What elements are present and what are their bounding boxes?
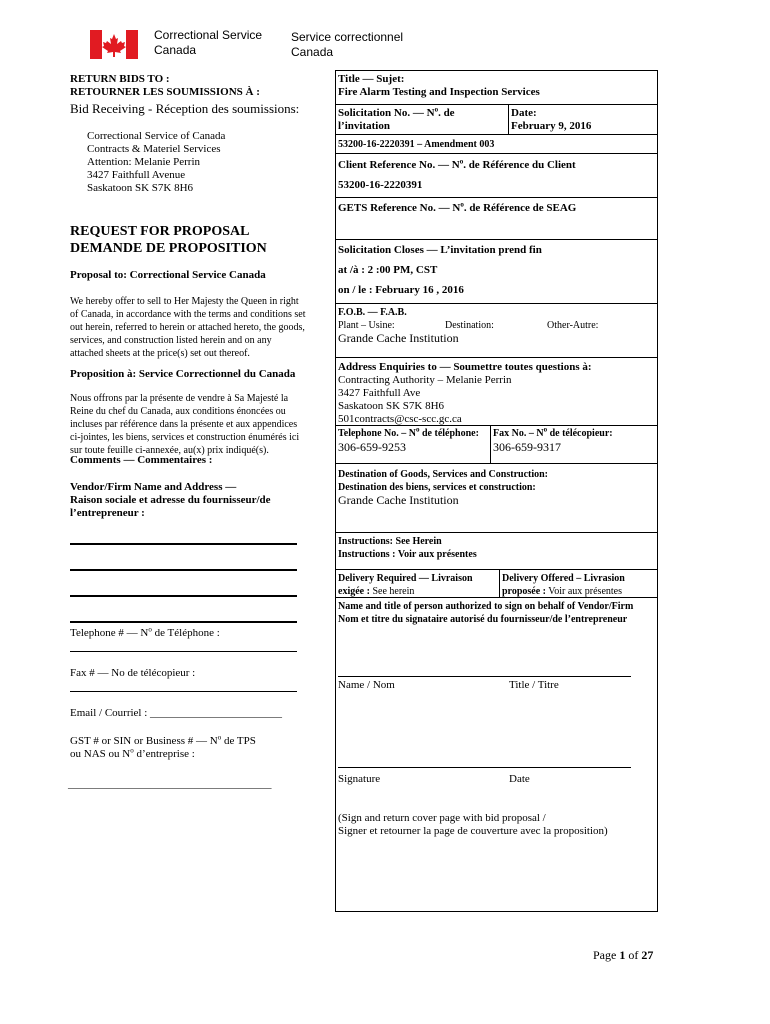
vendor-name-label bbox=[70, 481, 271, 520]
title-label: Title / Titre bbox=[509, 679, 559, 691]
offer-en-line: We hereby offer to sell to Her Majesty the Queen in right bbox=[70, 296, 299, 307]
offer-text-en bbox=[70, 295, 305, 360]
address-line: Attention: Melanie Perrin bbox=[87, 156, 201, 168]
authorized-signer-label bbox=[338, 600, 633, 626]
solicitation-label-line2: l’invitation bbox=[338, 120, 390, 132]
offer-fr-line: ci-jointes, les biens, services et construction énumérés ici bbox=[70, 432, 300, 443]
page-current: 1 bbox=[619, 948, 626, 962]
signature-date-label: Date bbox=[509, 773, 530, 785]
dept-en-line2: Canada bbox=[154, 43, 197, 57]
closes-time: at /à : 2 :00 PM, CST bbox=[338, 264, 438, 276]
gst-field[interactable]: _____________________________________ bbox=[68, 778, 272, 790]
instructions-line1: Instructions: See Herein bbox=[338, 536, 442, 547]
telephone-field[interactable] bbox=[70, 651, 297, 652]
superscript-o: o bbox=[459, 157, 464, 166]
delivery-offered-label2: proposée : bbox=[502, 586, 546, 597]
phone-label-end: de téléphone: bbox=[419, 428, 479, 439]
fax-no-label-text: Fax No. – N bbox=[493, 428, 544, 439]
delivery-required bbox=[338, 572, 473, 598]
gst-label-line2-end: d’entreprise : bbox=[133, 748, 195, 760]
divider bbox=[335, 425, 658, 426]
solicitation-label-line1: Solicitation No. — N bbox=[338, 107, 435, 119]
superscript-o: o bbox=[460, 200, 464, 209]
offer-en-line: of Canada, in accordance with the terms and conditions set bbox=[70, 309, 306, 320]
fax-no-value: 306-659-9317 bbox=[493, 440, 561, 454]
enquiries-label: Address Enquiries to — Soumettre toutes questions à: bbox=[338, 361, 592, 373]
enquiries-email[interactable]: 501contracts@csc-scc.gc.ca bbox=[338, 413, 462, 425]
offer-fr-line: incluses par référence dans la présente et aux appendices bbox=[70, 419, 298, 430]
fob-destination: Destination: bbox=[445, 320, 494, 331]
delivery-offered bbox=[502, 572, 625, 598]
divider bbox=[335, 357, 658, 358]
address-line: 3427 Faithfull Avenue bbox=[87, 169, 186, 181]
enquiries-line: Saskatoon SK S7K 8H6 bbox=[338, 400, 445, 412]
signature-label: Signature bbox=[338, 773, 381, 785]
destination-label-line1: Destination of Goods, Services and Construction: bbox=[338, 469, 549, 480]
solicitation-number: 53200-16-2220391 – Amendment 003 bbox=[338, 139, 495, 150]
bid-receiving: Bid Receiving - Réception des soumissions: bbox=[70, 101, 300, 116]
title-label: Title — Sujet: bbox=[338, 73, 405, 85]
gst-label-line2: ou NAS ou N bbox=[70, 748, 131, 760]
name-label: Name / Nom bbox=[338, 679, 395, 691]
divider bbox=[335, 303, 658, 304]
telephone-label-end: de Téléphone : bbox=[151, 627, 220, 639]
date-value: February 9, 2016 bbox=[511, 120, 592, 132]
rfp-title-line2: DEMANDE DE PROPOSITION bbox=[70, 241, 267, 256]
vendor-line-2[interactable] bbox=[70, 569, 297, 571]
fob-other: Other-Autre: bbox=[547, 320, 599, 331]
proposition-fr: Proposition à: Service Correctionnel du Canada bbox=[70, 368, 296, 380]
divider bbox=[499, 569, 500, 597]
proposal-to: Proposal to: Correctional Service Canada bbox=[70, 269, 266, 281]
divider bbox=[335, 532, 658, 533]
return-address bbox=[87, 130, 225, 195]
offer-fr-line: sur toute feuille ci-annexée, au(x) prix indiqué(s). bbox=[70, 445, 269, 456]
client-ref-label-end: . de Référence du Client bbox=[463, 159, 576, 171]
address-line: Correctional Service of Canada bbox=[87, 130, 226, 142]
title-section bbox=[338, 73, 540, 99]
authorized-line2: Nom et titre du signataire autorisé du fournisseur/de l’entrepreneur bbox=[338, 614, 628, 625]
client-ref-label-text: Client Reference No. — N bbox=[338, 159, 460, 171]
vendor-line-4[interactable] bbox=[70, 621, 297, 623]
superscript-o: o bbox=[543, 425, 548, 434]
delivery-required-value: See herein bbox=[369, 586, 415, 597]
signature-field[interactable] bbox=[338, 767, 631, 768]
gst-label bbox=[70, 735, 256, 761]
telephone-label bbox=[70, 627, 220, 639]
return-bids-line1: RETURN BIDS TO : bbox=[70, 73, 170, 85]
vendor-line-1[interactable] bbox=[70, 543, 297, 545]
phone-label-text: Telephone No. – N bbox=[338, 428, 416, 439]
delivery-offered-value: Voir aux présentes bbox=[545, 586, 622, 597]
instructions-line2: Instructions : Voir aux présentes bbox=[338, 549, 477, 560]
canada-flag-logo bbox=[90, 30, 138, 59]
sign-return-line2: Signer et retourner la page de couverture avec la proposition) bbox=[338, 825, 608, 837]
superscript-o: o bbox=[434, 105, 439, 114]
dept-fr-line1: Service correctionnel bbox=[291, 30, 404, 44]
page-of: of bbox=[625, 948, 642, 962]
gets-ref-label-end: . de Référence de SEAG bbox=[463, 202, 577, 214]
offer-en-line: services, and construction listed herein and on any bbox=[70, 335, 272, 346]
vendor-line-3[interactable] bbox=[70, 595, 297, 597]
offer-fr-line: Nous offrons par la présente de vendre à Sa Majesté la bbox=[70, 393, 289, 404]
superscript-o: o bbox=[415, 425, 420, 434]
divider bbox=[335, 153, 658, 154]
vendor-label-line2: Raison sociale et adresse du fournisseur/de bbox=[70, 494, 271, 506]
department-name-en bbox=[154, 28, 262, 58]
dept-fr-line2: Canada bbox=[291, 45, 334, 59]
rfp-title bbox=[70, 223, 267, 257]
return-bids-line2: RETOURNER LES SOUMISSIONS À : bbox=[70, 86, 260, 98]
comments-label: Comments — Commentaires : bbox=[70, 454, 213, 466]
department-name-fr bbox=[291, 30, 403, 60]
phone-label bbox=[338, 425, 479, 439]
vendor-label-line1: Vendor/Firm Name and Address — bbox=[70, 481, 237, 493]
solicitation-label bbox=[338, 107, 455, 133]
address-line: Contracts & Materiel Services bbox=[87, 143, 221, 155]
email-label: Email / Courriel : ________________________ bbox=[70, 707, 283, 719]
superscript-o: o bbox=[130, 746, 134, 755]
solicitation-label-line1-end: . de bbox=[438, 107, 455, 119]
gets-ref-label-text: GETS Reference No. — N bbox=[338, 202, 461, 214]
fob-label: F.O.B. — F.A.B. bbox=[338, 307, 407, 318]
offer-fr-line: Reine du chef du Canada, aux conditions énoncées ou bbox=[70, 406, 286, 417]
divider bbox=[335, 239, 658, 240]
address-line: Saskatoon SK S7K 8H6 bbox=[87, 182, 194, 194]
destination-label bbox=[338, 468, 548, 494]
offer-text-fr bbox=[70, 392, 299, 457]
gst-label-line1: GST # or SIN or Business # — N bbox=[70, 735, 218, 747]
divider bbox=[508, 104, 509, 134]
name-title-field[interactable] bbox=[338, 676, 631, 677]
fob-plant: Plant – Usine: bbox=[338, 320, 395, 331]
vendor-label-line3: l’entrepreneur : bbox=[70, 507, 145, 519]
title-value: Fire Alarm Testing and Inspection Services bbox=[338, 86, 540, 98]
destination-value: Grande Cache Institution bbox=[338, 493, 459, 507]
instructions bbox=[338, 535, 477, 561]
gst-label-line1-end: de TPS bbox=[221, 735, 256, 747]
divider bbox=[335, 569, 658, 570]
telephone-label-text: Telephone # — N bbox=[70, 627, 149, 639]
delivery-required-label: Delivery Required — Livraison bbox=[338, 573, 473, 584]
divider bbox=[335, 463, 658, 464]
rfp-title-line1: REQUEST FOR PROPOSAL bbox=[70, 224, 250, 239]
fax-label: Fax # — No de télécopieur : bbox=[70, 667, 196, 679]
phone-value: 306-659-9253 bbox=[338, 440, 406, 454]
superscript-o: o bbox=[217, 733, 222, 742]
authorized-line1: Name and title of person authorized to sign on behalf of Vendor/Firm bbox=[338, 601, 634, 612]
page-total: 27 bbox=[641, 948, 654, 962]
enquiries-address bbox=[338, 374, 512, 426]
delivery-offered-label: Delivery Offered – Livrasion bbox=[502, 573, 625, 584]
date-label: Date: bbox=[511, 107, 537, 119]
enquiries-line: 3427 Faithfull Ave bbox=[338, 387, 421, 399]
page-prefix: Page bbox=[593, 948, 620, 962]
sign-return-line1: (Sign and return cover page with bid proposal / bbox=[338, 812, 546, 824]
return-bids-heading bbox=[70, 73, 260, 99]
offer-en-line: attached sheets at the price(s) set out thereof. bbox=[70, 348, 250, 359]
fax-no-label bbox=[493, 425, 613, 439]
offer-en-line: out herein, referred to herein or attached hereto, the goods, bbox=[70, 322, 305, 333]
page-number bbox=[593, 948, 653, 963]
fob-value: Grande Cache Institution bbox=[338, 331, 459, 345]
divider bbox=[335, 597, 658, 598]
delivery-required-label2: exigée : bbox=[338, 586, 370, 597]
destination-label-line2: Destination des biens, services et construction: bbox=[338, 482, 536, 493]
divider bbox=[335, 197, 658, 198]
closes-date: on / le : February 16 , 2016 bbox=[338, 284, 464, 296]
client-ref-value: 53200-16-2220391 bbox=[338, 179, 423, 191]
gets-ref-label bbox=[338, 202, 576, 214]
dept-en-line1: Correctional Service bbox=[154, 28, 263, 42]
closes-label: Solicitation Closes — L’invitation prend fin bbox=[338, 244, 542, 256]
enquiries-line: Contracting Authority – Melanie Perrin bbox=[338, 374, 512, 386]
divider bbox=[335, 104, 658, 105]
sign-return-note bbox=[338, 812, 608, 838]
date-section bbox=[511, 107, 591, 133]
superscript-o: o bbox=[148, 625, 152, 634]
divider bbox=[490, 425, 491, 463]
client-ref-label bbox=[338, 159, 576, 171]
divider bbox=[335, 134, 658, 135]
fax-no-label-end: de télécopieur: bbox=[547, 428, 613, 439]
fax-field[interactable] bbox=[70, 691, 297, 692]
